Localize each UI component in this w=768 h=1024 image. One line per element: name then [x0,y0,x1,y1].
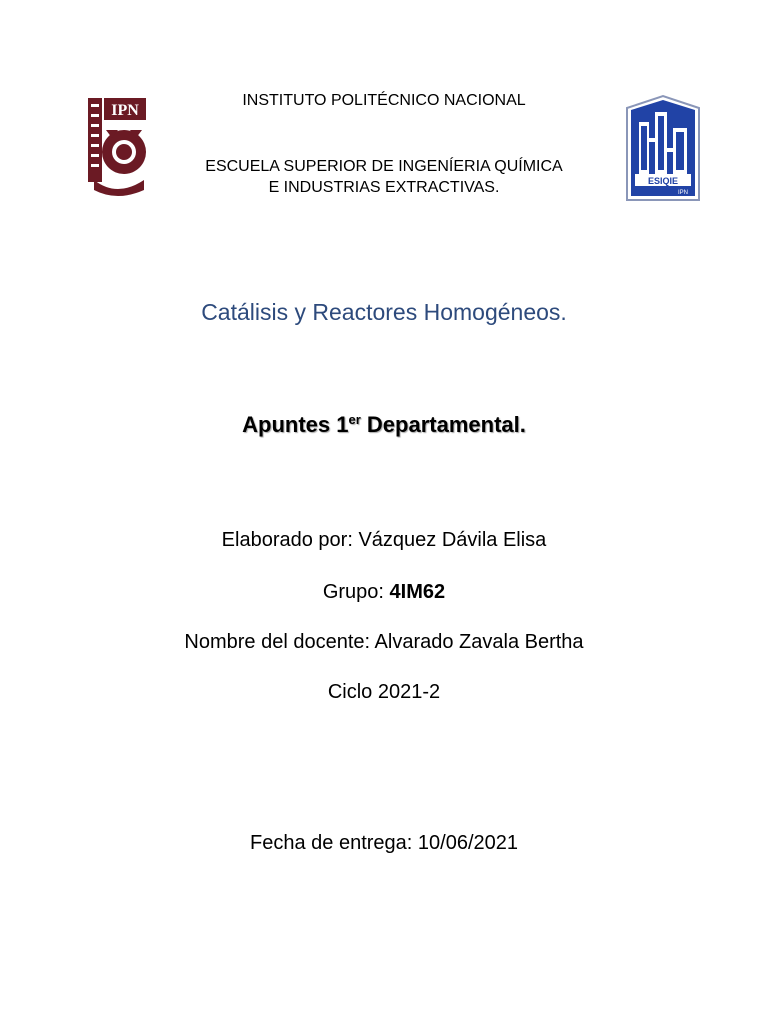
teacher-label: Nombre del docente: [184,631,375,653]
author-label: Elaborado por: [221,529,359,551]
svg-text:IPN: IPN [111,102,139,119]
title-main: Apuntes 1 [242,412,349,437]
esiqie-logo-icon [625,94,701,202]
group-label: Grupo: [322,581,390,603]
document-title [0,412,768,438]
group-line [0,581,768,604]
date-value: 10/06/2021 [417,832,518,854]
svg-text:IPN: IPN [677,190,689,196]
delivery-date-line [0,832,768,855]
institution-name: INSTITUTO POLITÉCNICO NACIONAL [242,92,526,109]
school-name-line2: E INDUSTRIAS EXTRACTIVAS. [268,179,500,196]
school-name [150,156,618,198]
group-value: 4IM62 [389,581,446,603]
svg-text:ESIQIE: ESIQIE [647,176,679,186]
teacher-name: Alvarado Zavala Bertha [374,631,584,653]
subject-title: Catálisis y Reactores Homogéneos. [201,299,567,325]
cycle-line: Ciclo 2021-2 [327,681,441,703]
author-line [0,529,768,552]
teacher-line [0,631,768,654]
date-label: Fecha de entrega: [250,832,418,854]
ipn-logo-icon [84,94,150,198]
title-superscript: er [348,412,361,427]
author-name: Vázquez Dávila Elisa [358,529,547,551]
school-name-line1: ESCUELA SUPERIOR DE INGENÍERIA QUÍMICA [205,158,563,175]
title-rest: Departamental. [360,412,526,437]
